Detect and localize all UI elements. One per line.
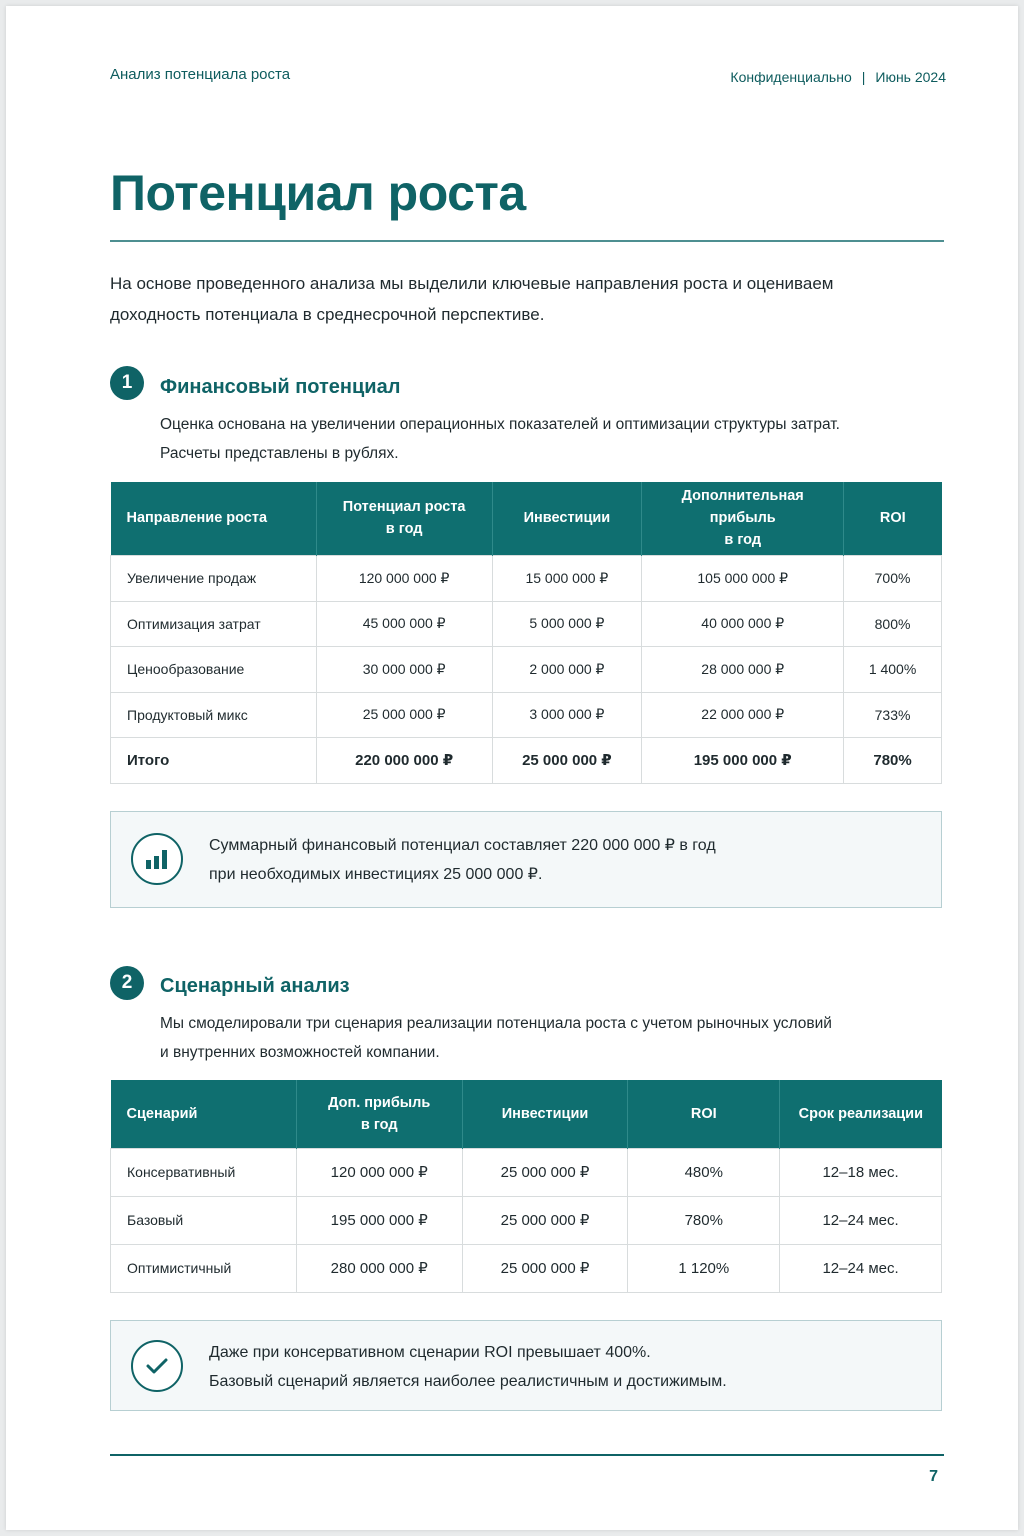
column-header: Срок реализации bbox=[780, 1080, 942, 1148]
table-cell: Базовый bbox=[111, 1196, 297, 1244]
table-cell: 220 000 000 ₽ bbox=[316, 737, 492, 783]
table-cell: 1 400% bbox=[844, 646, 942, 692]
table-cell: 280 000 000 ₽ bbox=[296, 1244, 462, 1292]
section-1-title: Финансовый потенциал bbox=[160, 376, 401, 398]
page-number: 7 bbox=[929, 1468, 938, 1485]
table-cell: Оптимистичный bbox=[111, 1244, 297, 1292]
header-date: Июнь 2024 bbox=[875, 69, 946, 85]
table-cell: 25 000 000 ₽ bbox=[462, 1196, 628, 1244]
table-cell: 45 000 000 ₽ bbox=[316, 601, 492, 646]
column-header bbox=[642, 482, 844, 555]
table-cell: Продуктовый микс bbox=[111, 692, 317, 737]
header-meta bbox=[730, 69, 946, 85]
scenario-analysis-table bbox=[110, 1080, 942, 1293]
table-cell: 780% bbox=[628, 1196, 780, 1244]
header-separator: | bbox=[861, 69, 866, 85]
table-cell: 195 000 000 ₽ bbox=[642, 737, 844, 783]
table-cell: 25 000 000 ₽ bbox=[462, 1244, 628, 1292]
table-cell: 25 000 000 ₽ bbox=[316, 692, 492, 737]
table-cell: 733% bbox=[844, 692, 942, 737]
table-cell: 120 000 000 ₽ bbox=[296, 1148, 462, 1196]
column-header: Инвестиции bbox=[462, 1080, 628, 1148]
section-1-description-line: Расчеты представлены в рублях. bbox=[160, 445, 399, 462]
column-header-text: Потенциал роста в год bbox=[342, 499, 466, 538]
column-header: Направление роста bbox=[111, 482, 317, 555]
checkmark-icon bbox=[131, 1340, 183, 1392]
scenario-summary-callout bbox=[110, 1320, 942, 1411]
section-2-title: Сценарный анализ bbox=[160, 975, 350, 997]
callout-line: Базовый сценарий является наиболее реалистичным и достижимым. bbox=[209, 1373, 727, 1390]
table-cell: 3 000 000 ₽ bbox=[492, 692, 642, 737]
section-1-description bbox=[160, 410, 920, 468]
section-2-description-line: и внутренних возможностей компании. bbox=[160, 1044, 440, 1061]
table-cell: 30 000 000 ₽ bbox=[316, 646, 492, 692]
callout-line: Суммарный финансовый потенциал составляет 220 000 000 ₽ в год bbox=[209, 837, 716, 854]
table-header-row bbox=[111, 482, 942, 555]
table-cell: Консервативный bbox=[111, 1148, 297, 1196]
table-cell: 25 000 000 ₽ bbox=[492, 737, 642, 783]
section-2-description bbox=[160, 1009, 920, 1067]
table-cell: 1 120% bbox=[628, 1244, 780, 1292]
column-header: ROI bbox=[628, 1080, 780, 1148]
table-cell: 28 000 000 ₽ bbox=[642, 646, 844, 692]
table-cell: 25 000 000 ₽ bbox=[462, 1148, 628, 1196]
table-cell: 12–24 мес. bbox=[780, 1244, 942, 1292]
table-cell: 15 000 000 ₽ bbox=[492, 555, 642, 601]
column-header: Инвестиции bbox=[492, 482, 642, 555]
table-row bbox=[111, 601, 942, 646]
intro-paragraph: На основе проведенного анализа мы выделили ключевые направления роста и оцениваем доходность потенциала в среднесрочной перспективе. bbox=[110, 274, 834, 324]
table-row bbox=[111, 555, 942, 601]
table-cell: 105 000 000 ₽ bbox=[642, 555, 844, 601]
table-cell: 40 000 000 ₽ bbox=[642, 601, 844, 646]
table-cell: Оптимизация затрат bbox=[111, 601, 317, 646]
table-cell: 195 000 000 ₽ bbox=[296, 1196, 462, 1244]
table-cell: 12–24 мес. bbox=[780, 1196, 942, 1244]
column-header bbox=[296, 1080, 462, 1148]
section-1-description-line: Оценка основана на увеличении операционных показателей и оптимизации структуры затрат. bbox=[160, 416, 840, 433]
callout-line: при необходимых инвестициях 25 000 000 ₽. bbox=[209, 866, 543, 883]
table-row bbox=[111, 1148, 942, 1196]
table-row bbox=[111, 692, 942, 737]
table-row bbox=[111, 1196, 942, 1244]
table-header-row bbox=[111, 1080, 942, 1148]
table-row bbox=[111, 646, 942, 692]
callout-text bbox=[209, 831, 716, 889]
table-cell: Итого bbox=[111, 737, 317, 783]
table-cell: 700% bbox=[844, 555, 942, 601]
table-cell: 480% bbox=[628, 1148, 780, 1196]
section-2-number-badge: 2 bbox=[110, 966, 144, 1000]
table-cell: 22 000 000 ₽ bbox=[642, 692, 844, 737]
document-page bbox=[6, 6, 1018, 1530]
callout-line: Даже при консервативном сценарии ROI превышает 400%. bbox=[209, 1344, 651, 1361]
page-title: Потенциал роста bbox=[110, 165, 526, 221]
footer-divider bbox=[110, 1454, 944, 1456]
table-cell: 12–18 мес. bbox=[780, 1148, 942, 1196]
table-cell: 2 000 000 ₽ bbox=[492, 646, 642, 692]
header-doc-title: Анализ потенциала роста bbox=[110, 66, 291, 83]
table-cell: 120 000 000 ₽ bbox=[316, 555, 492, 601]
callout-text bbox=[209, 1338, 727, 1396]
column-header-text: Доп. прибыль в год bbox=[328, 1094, 431, 1133]
confidential-label: Конфиденциально bbox=[730, 69, 852, 85]
table-row bbox=[111, 1244, 942, 1292]
bar-chart-icon bbox=[131, 833, 183, 885]
table-cell: 780% bbox=[844, 737, 942, 783]
financial-summary-callout bbox=[110, 811, 942, 908]
table-cell: Увеличение продаж bbox=[111, 555, 317, 601]
table-cell: Ценообразование bbox=[111, 646, 317, 692]
table-cell: 800% bbox=[844, 601, 942, 646]
column-header: Сценарий bbox=[111, 1080, 297, 1148]
title-divider bbox=[110, 240, 944, 242]
column-header bbox=[316, 482, 492, 555]
financial-potential-table bbox=[110, 482, 942, 784]
column-header-text: Дополнительная прибыль в год bbox=[681, 488, 804, 549]
section-1-number-badge: 1 bbox=[110, 366, 144, 400]
section-2-description-line: Мы смоделировали три сценария реализации потенциала роста с учетом рыночных условий bbox=[160, 1015, 832, 1032]
table-cell: 5 000 000 ₽ bbox=[492, 601, 642, 646]
table-total-row bbox=[111, 737, 942, 783]
column-header: ROI bbox=[844, 482, 942, 555]
